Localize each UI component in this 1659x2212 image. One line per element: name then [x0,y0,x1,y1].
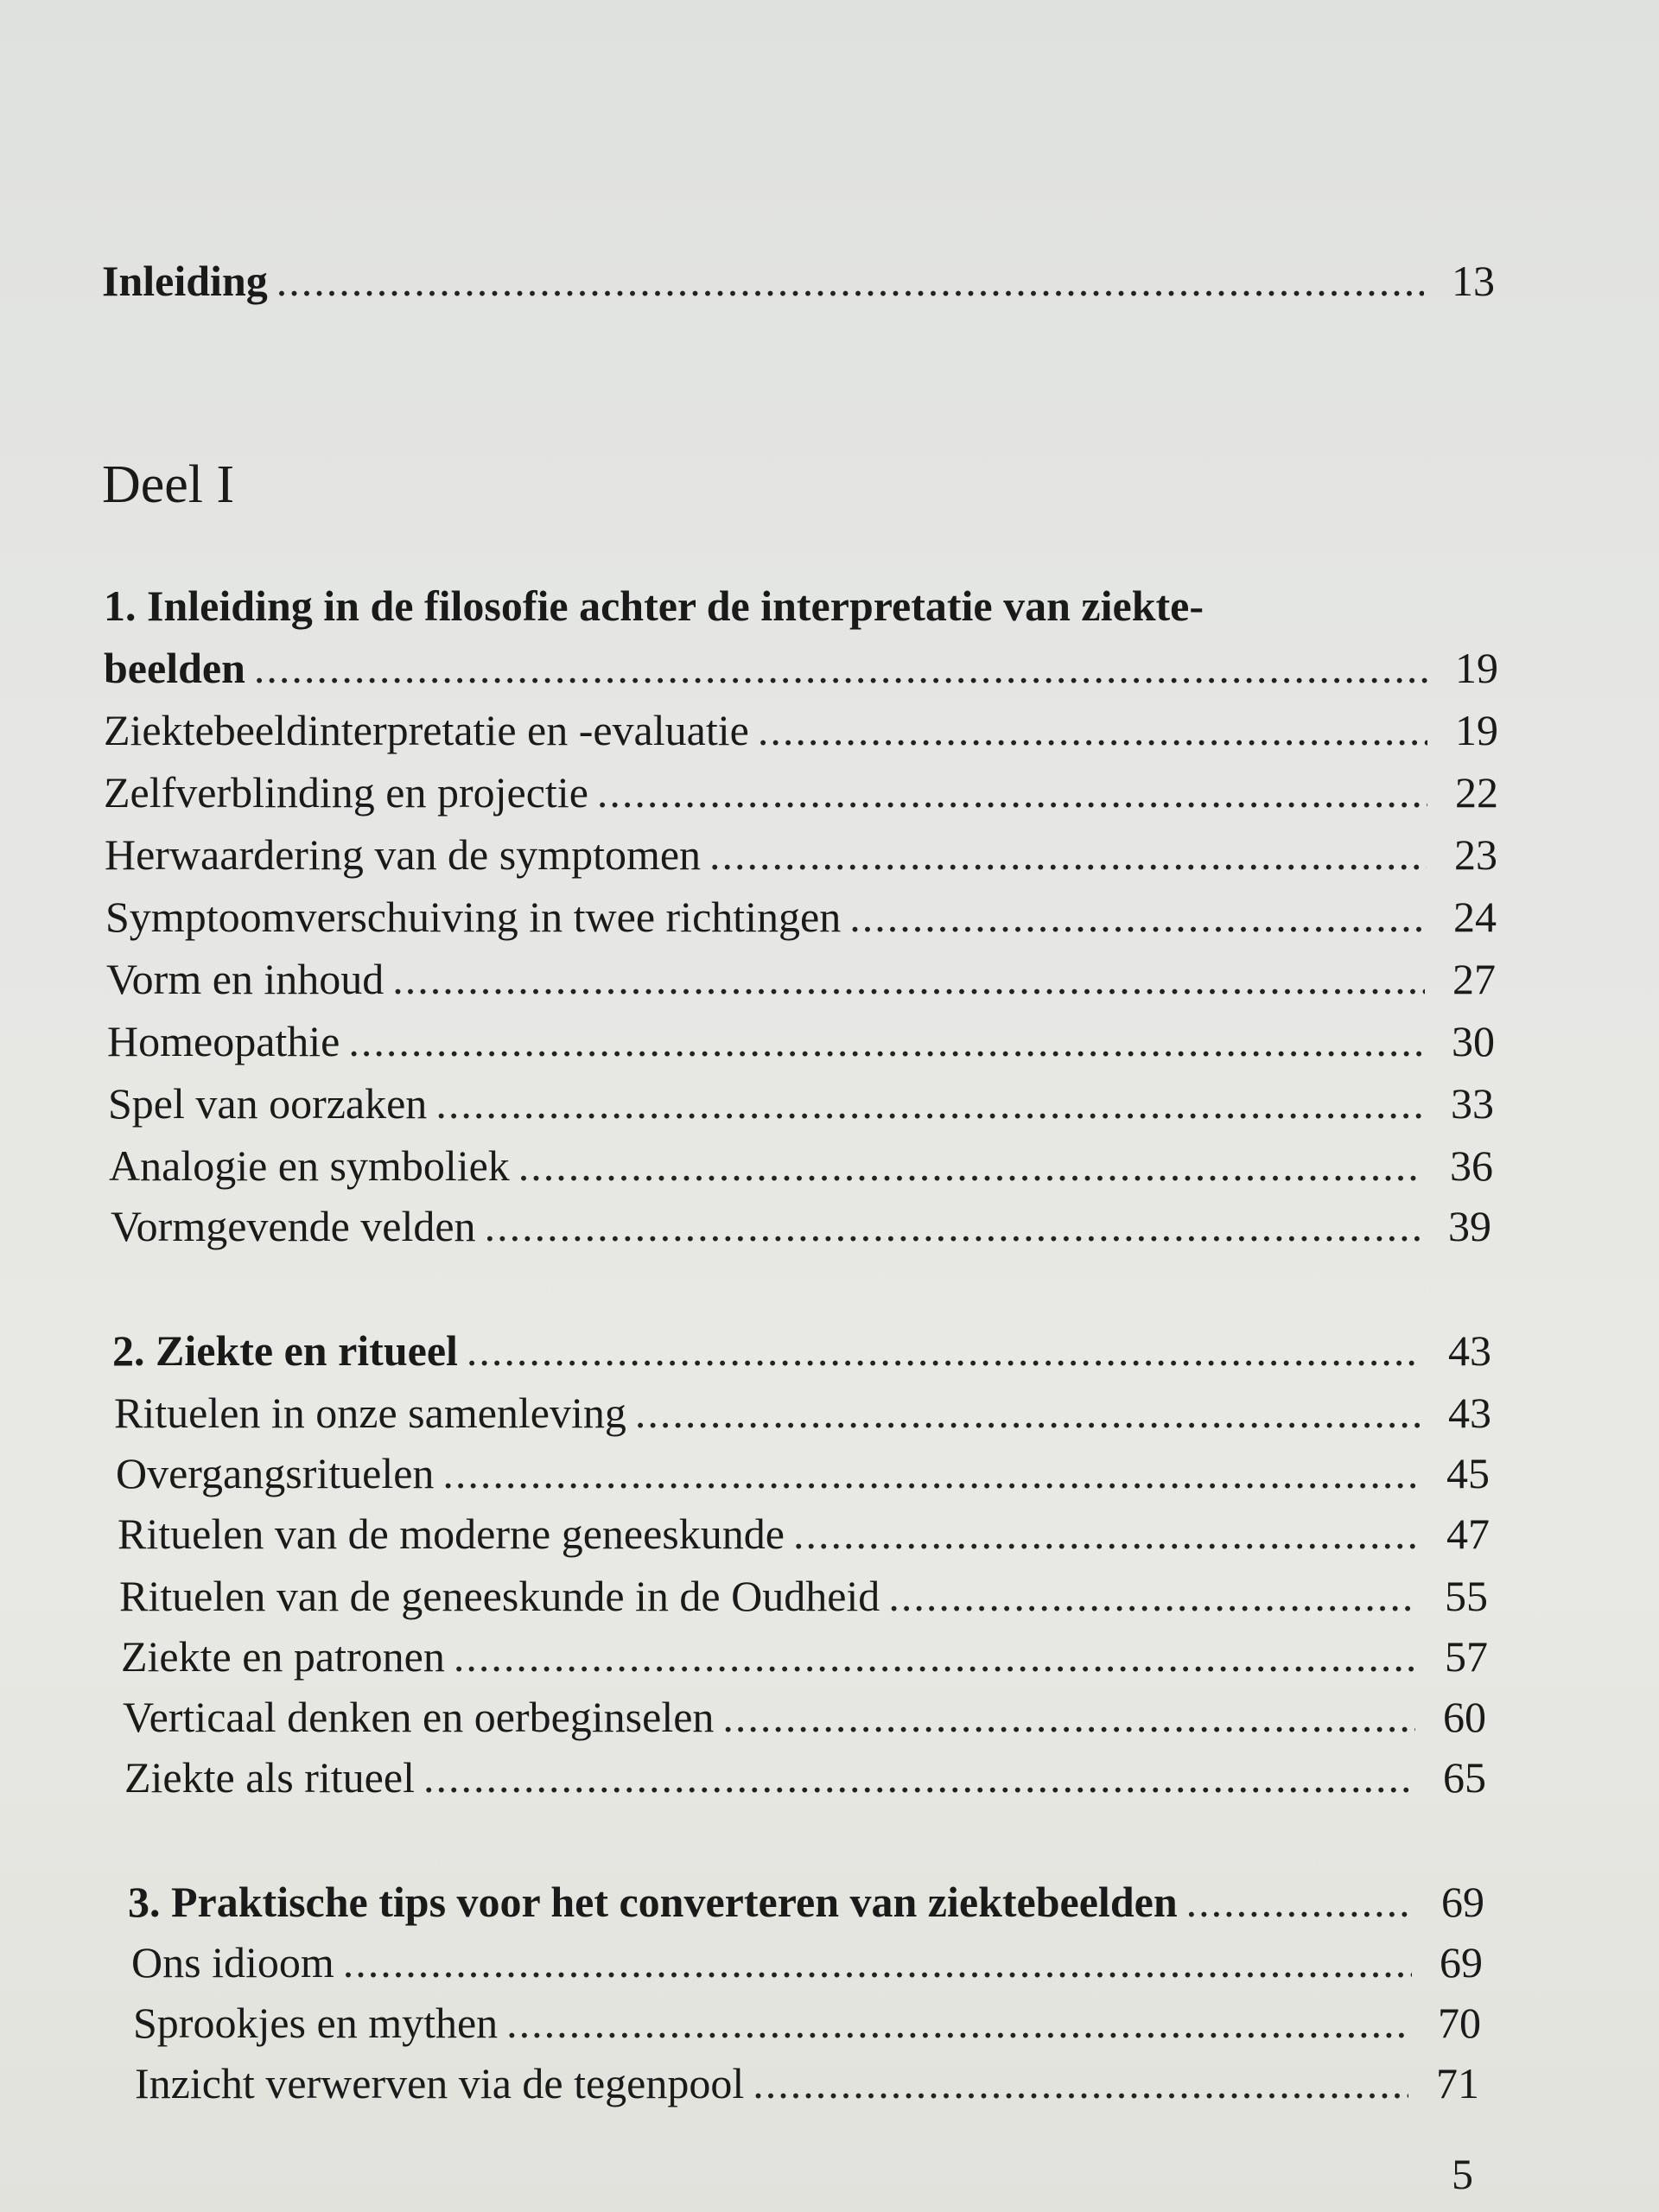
toc-entry-label: Overgangsrituelen [116,1449,435,1497]
toc-entry-intro [102,254,1495,308]
toc-entry-label: Rituelen van de moderne geneeskunde [118,1510,785,1558]
toc-entry-page: 45 [1446,1449,1490,1497]
dot-leader [435,1077,1423,1130]
dot-leader [343,1936,1412,1989]
toc-entry [116,1446,1490,1500]
toc-entry [107,1014,1495,1068]
toc-entry-page: 60 [1443,1693,1486,1741]
toc-entry [135,2056,1479,2110]
toc-entry-label: Vorm en inhoud [106,955,385,1003]
toc-entry [133,1996,1481,2050]
page-number: 5 [1452,2150,1473,2198]
dot-leader [709,828,1427,881]
dot-leader [485,1199,1421,1253]
toc-entry-page: 23 [1454,830,1497,879]
toc-entry-page: 13 [1452,257,1495,305]
toc-entry [121,1630,1488,1683]
part-title: Deel I [102,455,235,514]
toc-entry-label: Rituelen in onze samenleving [114,1389,626,1437]
dot-leader [722,1690,1415,1744]
toc-entry-page: 69 [1441,1878,1484,1926]
toc-entry-label: 3. Praktische tips voor het converteren van ziektebeelden [128,1878,1178,1926]
toc-entry-label: Rituelen van de geneeskunde in de Oudheid [119,1572,880,1620]
toc-entry-page: 43 [1448,1389,1491,1437]
toc-entry [118,1507,1490,1560]
dot-leader [597,766,1427,819]
toc-entry [105,828,1497,881]
dot-leader [753,2056,1408,2110]
dot-leader [758,703,1427,757]
toc-entry-label: Spel van oorzaken [108,1079,428,1128]
toc-entry-label: Sprookjes en mythen [133,1999,499,2047]
toc-entry [124,1751,1486,1804]
toc-entry-label: Ziektebeeldinterpretatie en -evaluatie [104,706,749,754]
toc-entry-label: Vormgevende velden [111,1202,476,1250]
toc-entry-page: 65 [1443,1753,1486,1802]
toc-entry-page: 57 [1445,1632,1488,1681]
toc-entry-label: Inleiding [102,257,268,305]
dot-leader [276,254,1424,308]
toc-entry-label: Zelfverblinding en projectie [104,768,588,817]
toc-entry [119,1569,1488,1623]
toc-entry [104,703,1498,757]
toc-entry-page: 47 [1446,1510,1490,1558]
dot-leader [454,1630,1417,1683]
toc-entry-page: 39 [1448,1202,1491,1250]
toc-entry-page: 30 [1452,1017,1495,1065]
toc-entry-label: Ons idioom [131,1938,334,1986]
dot-leader [518,1139,1422,1192]
toc-entry [123,1690,1486,1744]
toc-entry-page: 70 [1438,1999,1481,2047]
dot-leader [849,890,1426,944]
toc-entry-label: Inzicht verwerven via de tegenpool [135,2059,745,2107]
toc-entry-label: Verticaal denken en oerbeginselen [123,1693,715,1741]
dot-leader [442,1446,1419,1500]
dot-leader [506,1996,1410,2050]
toc-entry [114,1386,1491,1440]
toc-entry-page: 19 [1455,706,1498,754]
dot-leader [423,1751,1415,1804]
toc-entry-label: Symptoomverschuiving in twee richtingen [105,893,842,941]
dot-leader [793,1507,1419,1560]
toc-entry-label: Ziekte als ritueel [124,1753,415,1802]
dot-leader [635,1386,1421,1440]
toc-entry-label: Analogie en symboliek [109,1141,510,1190]
toc-entry-page: 55 [1445,1572,1488,1620]
toc-entry [104,766,1498,819]
toc-entry-label: Ziekte en patronen [121,1632,445,1681]
toc-entry [111,1199,1491,1253]
dot-leader [392,952,1425,1006]
chapter-2-heading [112,1324,1491,1377]
toc-entry-page: 36 [1450,1141,1493,1190]
toc-entry-page: 24 [1453,893,1497,941]
toc-entry [131,1936,1483,1989]
toc-entry [106,952,1496,1006]
dot-leader [254,641,1427,695]
toc-entry-label: beelden [104,644,245,692]
toc-entry-page: 22 [1455,768,1498,817]
dot-leader [1186,1875,1414,1929]
toc-entry-label: 2. Ziekte en ritueel [112,1326,458,1375]
toc-entry-page: 43 [1448,1326,1491,1375]
toc-entry-page: 71 [1436,2059,1479,2107]
toc-entry [105,890,1497,944]
toc-entry-page: 69 [1440,1938,1483,1986]
dot-leader [888,1569,1417,1623]
toc-entry-label: Herwaardering van de symptomen [105,830,702,879]
toc-entry [108,1077,1494,1130]
toc-entry-page: 33 [1451,1079,1494,1128]
chapter-1-heading [104,641,1498,695]
toc-entry-label: Homeopathie [107,1017,340,1065]
chapter-1-title-line1: 1. Inleiding in de filosofie achter de interpretatie van ziekte- [104,582,1204,630]
chapter-3-heading [128,1875,1484,1929]
dot-leader [467,1324,1421,1377]
toc-entry-page: 27 [1452,955,1496,1003]
toc-entry [109,1139,1493,1192]
dot-leader [348,1014,1424,1068]
toc-entry-page: 19 [1455,644,1498,692]
